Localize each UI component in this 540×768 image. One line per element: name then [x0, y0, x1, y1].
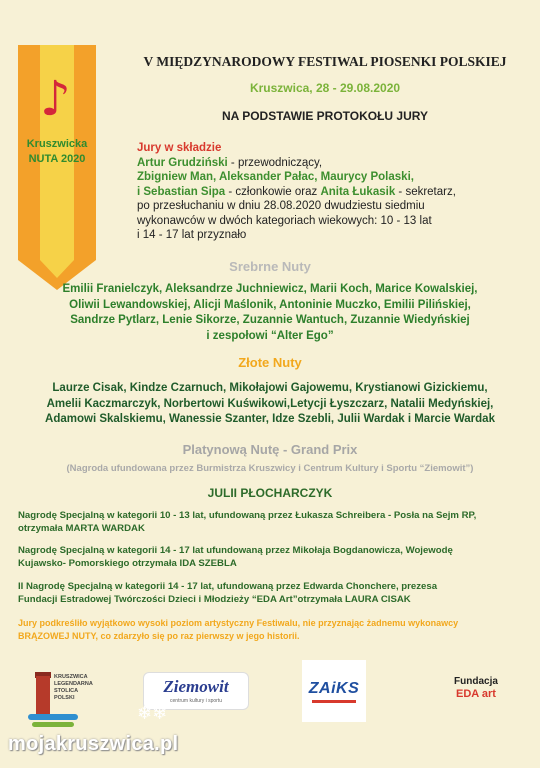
jury-secretary-name: Anita Łukasik: [320, 185, 396, 198]
festival-title: V MIĘDZYNARODOWY FESTIWAL PIOSENKI POLSKIEJ: [143, 54, 507, 69]
grand-prix-winner: JULII PŁOCHARCZYK: [207, 486, 333, 500]
banner-line1: Kruszwicka: [26, 138, 88, 150]
jury-members-line2-name: i Sebastian Sipa: [137, 185, 226, 198]
jury-chair-name: Artur Grudziński: [137, 156, 228, 169]
festival-banner: [18, 45, 96, 285]
special-award-prefix: Kujawsko- Pomorskiego otrzymała: [18, 558, 180, 569]
jury-text2: wykonawców w dwóch kategoriach wiekowych: 10 - 13 lat: [137, 214, 432, 227]
gold-list: [0, 381, 540, 428]
silver-line: Sandrze Pytlarz, Lenie Sikorze, Zuzannie Wantuch, Zuzannie Wiedyńskiej: [70, 314, 470, 326]
jury-members-line1: Zbigniew Man, Aleksander Pałac, Maurycy Polaski,: [137, 171, 414, 183]
watermark: mojakruszwica.pl: [8, 733, 179, 755]
jury-heading: Jury w składzie: [137, 142, 222, 154]
special-award-prefix: otrzymała: [18, 523, 66, 534]
eda-logo-bottom: EDA art: [456, 688, 496, 700]
special-award-winner: LAURA CISAK: [344, 594, 411, 605]
special-award-2: [18, 544, 533, 570]
silver-line: Oliwii Lewandowskiej, Alicji Maślonik, Antoninie Muczko, Emilii Pilińskiej,: [69, 298, 471, 311]
grand-prix-heading: Platynową Nutę - Grand Prix: [182, 442, 358, 457]
zaiks-logo: [302, 660, 366, 722]
eda-logo-top: Fundacja: [454, 676, 498, 687]
silver-heading: Srebrne Nuty: [229, 259, 311, 274]
eda-foundation-logo: [450, 676, 502, 708]
ziemowit-logo-title: Ziemowit: [163, 677, 229, 696]
special-award-prefix: Fundacji Estradowej Twórczości Dzieci i Młodzieży “EDA Art”otrzymała: [18, 594, 345, 605]
silver-line: i zespołowi “Alter Ego”: [206, 329, 334, 342]
gold-line: Laurze Cisak, Kindze Czarnuch, Mikołajowi Gajowemu, Krystianowi Gizickiemu,: [52, 382, 488, 394]
festival-date: Kruszwica, 28 - 29.08.2020: [249, 81, 401, 95]
jury-text3: i 14 - 17 lat przyznało: [137, 229, 247, 241]
ziemowit-logo-subtitle: centrum kultury i sportu: [170, 698, 222, 704]
jury-chair-role: - przewodniczący,: [227, 156, 323, 169]
banner-line2: NUTA 2020: [28, 153, 86, 165]
special-award-winner: IDA SZEBLA: [179, 558, 237, 569]
grand-prix-note: (Nagroda ufundowana przez Burmistrza Kruszwicy i Centrum Kultury i Sportu “Ziemowit”): [66, 463, 474, 474]
gold-line: Amelii Kaczmarczyk, Norbertowi Kuświkowi,Letycji Łyszczarz, Natalii Medyńskiej,: [46, 397, 494, 410]
gold-line: Adamowi Skalskiemu, Wanessie Szanter, Idze Szebli, Julii Wardak i Marcie Wardak: [45, 413, 495, 425]
music-note-icon: ♪: [40, 71, 71, 127]
kruszwica-logo-text: KRUSZWICA LEGENDARNA STOLICA POLSKI: [54, 674, 93, 701]
closing-line2: BRĄZOWEJ NUTY, co zdarzyło się po raz pierwszy w jego historii.: [18, 630, 300, 641]
silver-line: Emilii Franielczyk, Aleksandrze Juchniewicz, Marii Koch, Marice Kowalskiej,: [62, 283, 478, 295]
jury-text1: po przesłuchaniu w dniu 28.08.2020 dwudziestu siedmiu: [137, 200, 425, 212]
closing-note: [18, 617, 533, 642]
protocol-heading: NA PODSTAWIE PROTOKOŁU JURY: [221, 109, 428, 123]
special-award-3: [18, 580, 533, 606]
gold-heading: Złote Nuty: [238, 355, 302, 370]
jury-section: [137, 141, 527, 243]
silver-list: [0, 282, 540, 344]
special-award-1: [18, 509, 533, 535]
banner-brand: [12, 137, 102, 167]
special-award-text: II Nagrodę Specjalną w kategorii 14 - 17 lat, ufundowaną przez Edwarda Chonchere, prezesa: [18, 581, 438, 592]
jury-members-line2-text: - członkowie oraz: [225, 185, 321, 198]
special-award-text: Nagrodę Specjalną w kategorii 14 - 17 lat ufundowaną przez Mikołaja Bogdanowicza, Wojewodę: [18, 545, 453, 556]
closing-line1: Jury podkreśliło wyjątkowo wysoki poziom artystyczny Festiwalu, nie przyznając żadnemu wykonawcy: [18, 618, 459, 628]
kruszwica-logo: [28, 670, 93, 730]
zaiks-logo-text: ZAiKS: [308, 680, 360, 697]
jury-secretary-role: - sekretarz,: [395, 185, 456, 198]
special-award-text: Nagrodę Specjalną w kategorii 10 - 13 lat, ufundowaną przez Łukasza Schreibera - Posła na Sejm RP,: [18, 510, 477, 521]
special-award-winner: MARTA WARDAK: [65, 523, 145, 534]
snowflake-decoration-icon: ❄❄: [137, 703, 168, 723]
